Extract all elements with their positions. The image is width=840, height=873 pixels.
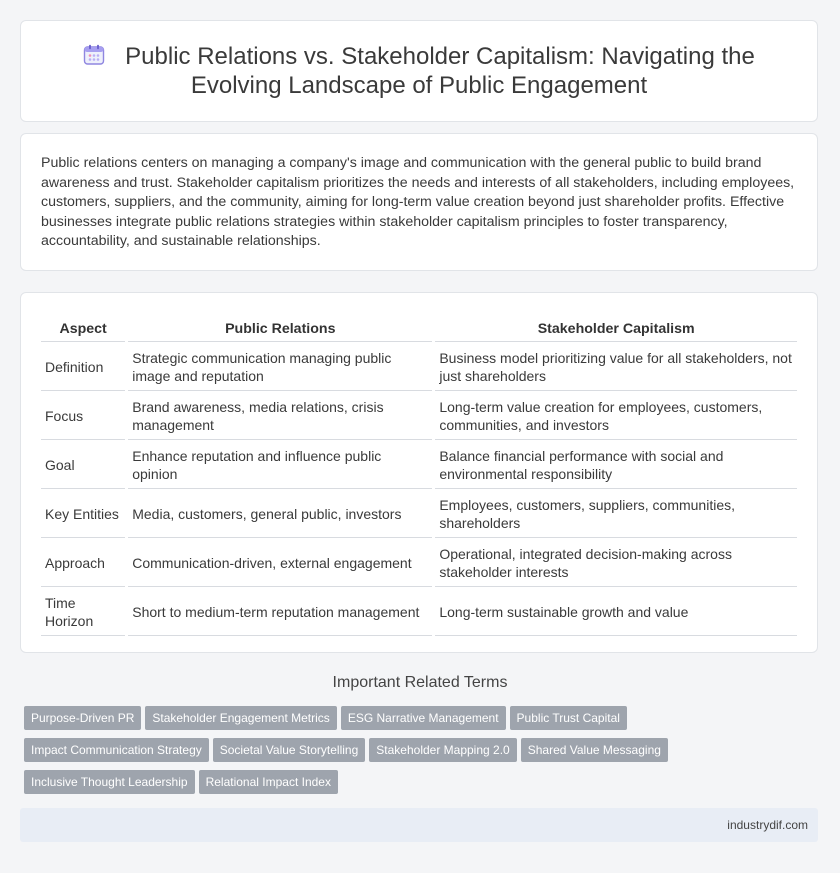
comparison-table bbox=[38, 313, 800, 636]
header-card bbox=[20, 20, 818, 122]
aspect-cell: Definition bbox=[41, 342, 125, 391]
aspect-cell: Goal bbox=[41, 440, 125, 489]
related-term-tag[interactable]: Stakeholder Engagement Metrics bbox=[145, 706, 336, 730]
public-relations-cell: Media, customers, general public, investors bbox=[128, 489, 432, 538]
calendar-icon bbox=[83, 44, 105, 66]
related-term-tag[interactable]: Inclusive Thought Leadership bbox=[24, 770, 195, 794]
stakeholder-capitalism-cell: Operational, integrated decision-making across stakeholder interests bbox=[435, 538, 797, 587]
table-row bbox=[41, 538, 797, 587]
related-term-tag[interactable]: Stakeholder Mapping 2.0 bbox=[369, 738, 516, 762]
related-term-tag[interactable]: Impact Communication Strategy bbox=[24, 738, 209, 762]
table-row bbox=[41, 391, 797, 440]
page-title bbox=[59, 42, 779, 100]
public-relations-cell: Communication-driven, external engagement bbox=[128, 538, 432, 587]
public-relations-cell: Brand awareness, media relations, crisis management bbox=[128, 391, 432, 440]
table-row bbox=[41, 587, 797, 636]
footer-bar bbox=[20, 808, 818, 842]
stakeholder-capitalism-cell: Long-term value creation for employees, customers, communities, and investors bbox=[435, 391, 797, 440]
aspect-cell: Key Entities bbox=[41, 489, 125, 538]
aspect-cell: Focus bbox=[41, 391, 125, 440]
aspect-cell: Time Horizon bbox=[41, 587, 125, 636]
table-header-row bbox=[41, 313, 797, 342]
table-row bbox=[41, 342, 797, 391]
aspect-cell: Approach bbox=[41, 538, 125, 587]
table-row bbox=[41, 440, 797, 489]
header-aspect: Aspect bbox=[41, 313, 125, 342]
footer-site-link[interactable]: industrydif.com bbox=[727, 818, 808, 832]
page-title-text: Public Relations vs. Stakeholder Capitalism: Navigating the Evolving Landscape of Public Engagement bbox=[125, 43, 755, 99]
related-term-tag[interactable]: Shared Value Messaging bbox=[521, 738, 668, 762]
related-term-tag[interactable]: ESG Narrative Management bbox=[341, 706, 506, 730]
stakeholder-capitalism-cell: Business model prioritizing value for all stakeholders, not just shareholders bbox=[435, 342, 797, 391]
intro-card bbox=[20, 133, 818, 271]
public-relations-cell: Enhance reputation and influence public opinion bbox=[128, 440, 432, 489]
related-term-tag[interactable]: Public Trust Capital bbox=[510, 706, 627, 730]
related-term-tag[interactable]: Relational Impact Index bbox=[199, 770, 338, 794]
public-relations-cell: Strategic communication managing public image and reputation bbox=[128, 342, 432, 391]
stakeholder-capitalism-cell: Long-term sustainable growth and value bbox=[435, 587, 797, 636]
header-stakeholder-capitalism: Stakeholder Capitalism bbox=[435, 313, 797, 342]
related-term-tag[interactable]: Purpose-Driven PR bbox=[24, 706, 141, 730]
related-term-tag[interactable]: Societal Value Storytelling bbox=[213, 738, 366, 762]
header-public-relations: Public Relations bbox=[128, 313, 432, 342]
intro-paragraph: Public relations centers on managing a company's image and communication with the general public to build brand awareness and trust. Stakeholder capitalism prioritizes the needs and interests of all stakeholders, including employees, customers, suppliers, and the community, aiming for long-term value creation beyond just shareholder profits. Effective businesses integrate public relations strategies within stakeholder capitalism principles to foster transparency, accountability, and sustainable relationships. bbox=[41, 155, 795, 249]
stakeholder-capitalism-cell: Employees, customers, suppliers, communities, shareholders bbox=[435, 489, 797, 538]
related-terms-list bbox=[24, 706, 824, 802]
public-relations-cell: Short to medium-term reputation management bbox=[128, 587, 432, 636]
related-terms-title: Important Related Terms bbox=[332, 674, 508, 691]
table-row bbox=[41, 489, 797, 538]
stakeholder-capitalism-cell: Balance financial performance with social and environmental responsibility bbox=[435, 440, 797, 489]
comparison-card bbox=[20, 292, 818, 653]
